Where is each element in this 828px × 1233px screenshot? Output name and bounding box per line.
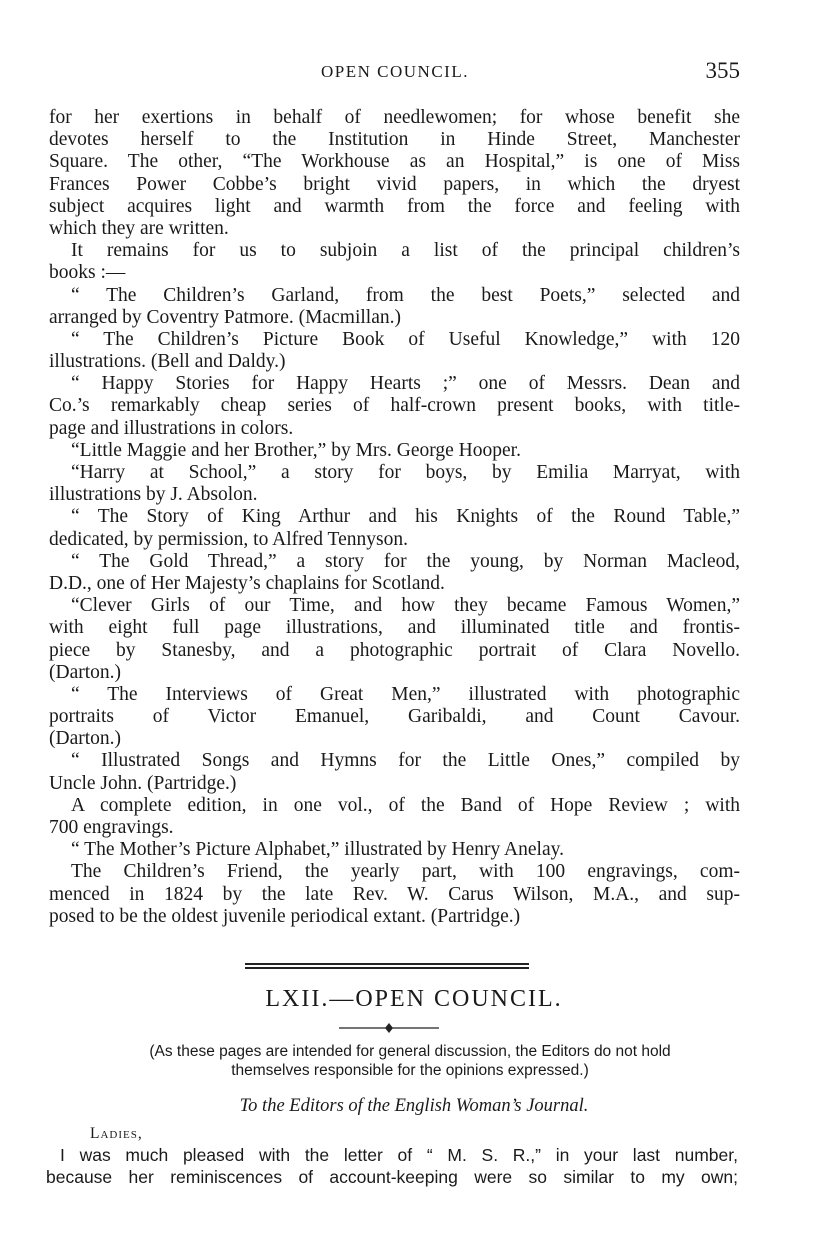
text-line: page and illustrations in colors.	[49, 417, 294, 439]
text-line: I was much pleased with the letter of “ M. S. R.,” in your last number,	[60, 1145, 738, 1165]
text-line: posed to be the oldest juvenile periodical extant. (Partridge.)	[49, 905, 521, 927]
text-line: It remains for us to subjoin a list of the principal children’s	[71, 240, 740, 262]
text-line: (Darton.)	[49, 728, 122, 750]
editorial-note-line: (As these pages are intended for general discussion, the Editors do not hold	[149, 1043, 671, 1060]
text-line: “ The Story of King Arthur and his Knights of the Round Table,”	[71, 506, 740, 528]
text-line: which they are written.	[49, 217, 229, 239]
text-line: D.D., one of Her Majesty’s chaplains for Scotland.	[49, 572, 445, 594]
text-line: illustrations by J. Absolon.	[49, 484, 258, 506]
text-line: books :—	[49, 262, 126, 284]
text-line: “ Illustrated Songs and Hymns for the Little Ones,” compiled by	[71, 750, 740, 772]
letter-greeting: Ladies,	[90, 1125, 143, 1142]
text-line: Frances Power Cobbe’s bright vivid papers, in which the dryest	[49, 173, 740, 195]
text-line: “ The Interviews of Great Men,” illustrated with photographic	[71, 683, 740, 705]
text-line: The Children’s Friend, the yearly part, with 100 engravings, com-	[71, 861, 740, 883]
text-line: “Clever Girls of our Time, and how they became Famous Women,”	[71, 595, 740, 617]
text-line: piece by Stanesby, and a photographic portrait of Clara Novello.	[49, 639, 740, 661]
text-line: “Harry at School,” a story for boys, by Emilia Marryat, with	[71, 462, 740, 483]
text-line: menced in 1824 by the late Rev. W. Carus Wilson, M.A., and sup-	[49, 883, 740, 905]
text-line: “ The Gold Thread,” a story for the young, by Norman Macleod,	[71, 550, 740, 572]
text-line: portraits of Victor Emanuel, Garibaldi, and Count Cavour.	[49, 706, 740, 728]
text-line: illustrations. (Bell and Daldy.)	[49, 351, 286, 373]
text-line: “ The Children’s Picture Book of Useful Knowledge,” with 120	[71, 328, 740, 350]
text-line: “ The Mother’s Picture Alphabet,” illustrated by Henry Anelay.	[71, 839, 564, 861]
text-line: dedicated, by permission, to Alfred Tennyson.	[49, 528, 408, 550]
text-line: Square. The other, “The Workhouse as an Hospital,” is one of Miss	[49, 151, 740, 173]
text-line: “ Happy Stories for Happy Hearts ;” one of Messrs. Dean and	[71, 373, 740, 395]
text-line: because her reminiscences of account-keeping were so similar to my own;	[46, 1167, 738, 1187]
text-line: “ The Children’s Garland, from the best Poets,” selected and	[71, 284, 740, 306]
double-rule-divider	[245, 963, 529, 971]
text-line: 700 engravings.	[49, 817, 174, 838]
body-text	[49, 107, 740, 928]
running-head	[50, 58, 740, 90]
text-line: “Little Maggie and her Brother,” by Mrs. George Hooper.	[71, 439, 521, 461]
text-line: arranged by Coventry Patmore. (Macmillan.)	[49, 306, 401, 328]
text-line: devotes herself to the Institution in Hinde Street, Manchester	[49, 129, 740, 151]
text-line: Co.’s remarkably cheap series of half-crown present books, with title-	[49, 395, 740, 417]
running-head-title: OPEN COUNCIL.	[321, 62, 469, 81]
editorial-note	[60, 1042, 760, 1080]
section-title: LXII.—OPEN COUNCIL.	[265, 986, 563, 1012]
text-line: (Darton.)	[49, 661, 122, 683]
diamond-rule-ornament	[339, 1020, 439, 1036]
page-number: 355	[705, 58, 740, 83]
editorial-note-line: themselves responsible for the opinions expressed.)	[231, 1062, 589, 1079]
letter-body	[46, 1122, 738, 1188]
text-line: subject acquires light and warmth from the force and feeling with	[49, 195, 740, 217]
text-line: Uncle John. (Partridge.)	[49, 772, 237, 794]
text-line: with eight full page illustrations, and illuminated title and frontis-	[49, 617, 740, 639]
text-line: for her exertions in behalf of needlewomen; for whose benefit she	[49, 107, 740, 128]
letter-salutation: To the Editors of the English Woman’s Journal.	[239, 1096, 589, 1116]
text-line: A complete edition, in one vol., of the Band of Hope Review ; with	[71, 794, 740, 816]
